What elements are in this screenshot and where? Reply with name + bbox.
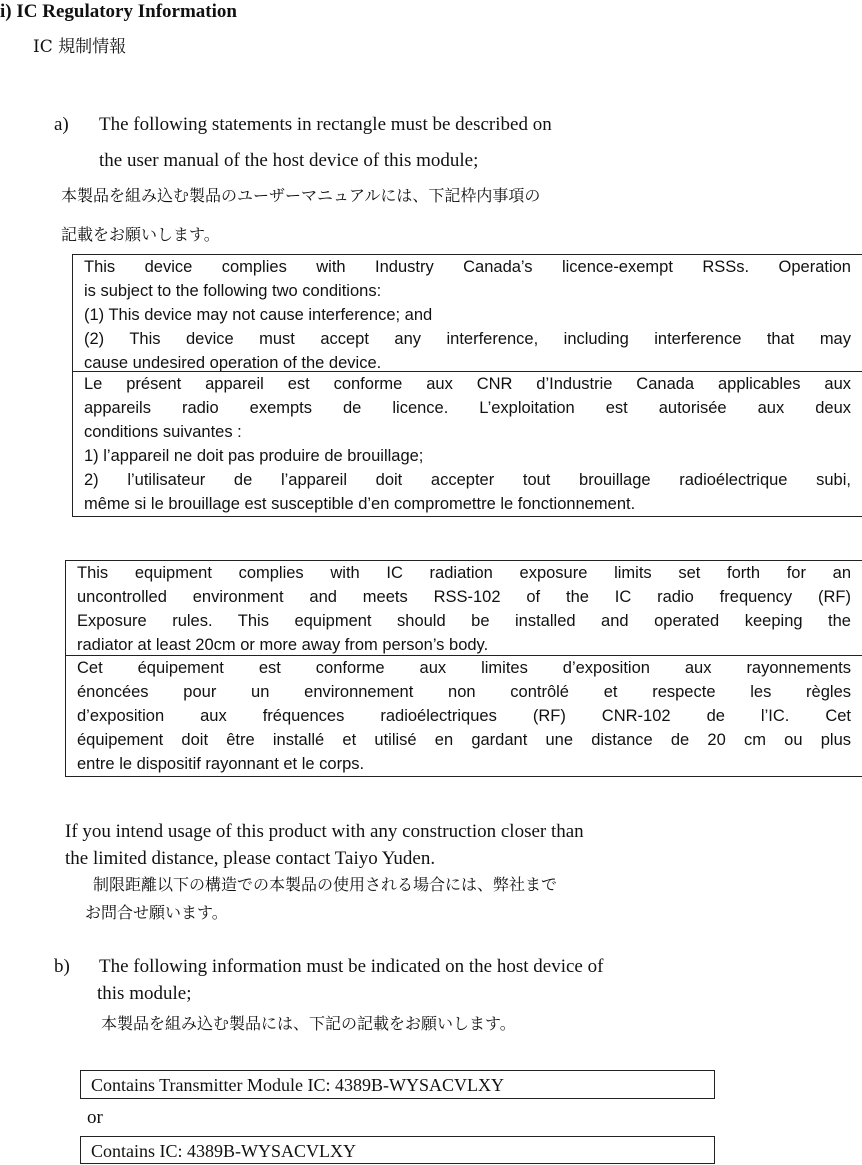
statement-fr [66, 655, 862, 776]
text-line: Exposure rules. This equipment should be installed and operated keeping the [77, 612, 851, 630]
item-b-jp-line: 本製品を組み込む製品には、下記の記載をお願いします。 [101, 1014, 516, 1033]
text-line: Le présent appareil est conforme aux CNR d’Industrie Canada applicables aux [84, 375, 851, 393]
item-a-jp-line-1: 本製品を組み込む製品のユーザーマニュアルには、下記枠内事項の [61, 186, 541, 205]
notice-jp-line-1: 制限距離以下の構造での本製品の使用される場合には、弊社まで [93, 875, 558, 894]
label-option-1: Contains Transmitter Module IC: 4389B-WYSACVLXY [80, 1070, 715, 1099]
item-a-jp-line-2: 記載をお願いします。 [61, 225, 220, 244]
item-a-line-2: the user manual of the host device of this module; [99, 150, 479, 171]
item-a-line-1: The following statements in rectangle must be described on [99, 114, 552, 135]
text-line: cause undesired operation of the device. [84, 354, 382, 371]
text-line: 2) l’utilisateur de l’appareil doit accepter tout brouillage radioélectrique subi, [84, 471, 851, 489]
text-line: même si le brouillage est susceptible d’en compromettre le fonctionnement. [84, 495, 636, 513]
text-line: (2) This device must accept any interference, including interference that may [84, 330, 851, 348]
text-line: énoncées pour un environnement non contrôlé et respecte les règles [77, 683, 851, 701]
item-b-line-1: The following information must be indicated on the host device of [99, 956, 604, 977]
label-option-2: Contains IC: 4389B-WYSACVLXY [80, 1136, 715, 1164]
notice-line-2: the limited distance, please contact Taiyo Yuden. [65, 848, 436, 869]
section-heading: i) IC Regulatory Information [0, 1, 237, 22]
text-line: uncontrolled environment and meets RSS-102 of the IC radio frequency (RF) [77, 588, 851, 606]
text-line: (1) This device may not cause interference; and [84, 306, 433, 324]
text-line: This device complies with Industry Canada’s licence-exempt RSSs. Operation [84, 258, 851, 276]
notice-jp-line-2: お問合せ願います。 [85, 903, 228, 922]
text-line: équipement doit être installé et utilisé en gardant une distance de 20 cm ou plus [77, 731, 851, 749]
statement-en [66, 561, 862, 655]
or-text: or [87, 1107, 103, 1128]
text-line: is subject to the following two conditions: [84, 282, 382, 300]
text-line: d’exposition aux fréquences radioélectriques (RF) CNR-102 de l’IC. Cet [77, 707, 851, 725]
text-line: radiator at least 20cm or more away from person’s body. [77, 636, 489, 654]
text-line: 1) l’appareil ne doit pas produire de brouillage; [84, 447, 424, 465]
statement-box-rf-exposure [65, 560, 862, 777]
statement-en [73, 255, 862, 371]
item-b-marker: b) [54, 956, 70, 977]
notice-line-1: If you intend usage of this product with any construction closer than [65, 821, 584, 842]
section-heading-jp: IC 規制情報 [33, 37, 127, 57]
text-line: entre le dispositif rayonnant et le corps. [77, 755, 365, 773]
text-line: Cet équipement est conforme aux limites d’exposition aux rayonnements [77, 659, 851, 677]
statement-box-interference [72, 254, 862, 517]
text-line: conditions suivantes : [84, 423, 242, 441]
statement-fr [73, 371, 862, 516]
text-line: appareils radio exempts de licence. L’exploitation est autorisée aux deux [84, 399, 851, 417]
item-b-line-2: this module; [97, 983, 192, 1004]
text-line: This equipment complies with IC radiation exposure limits set forth for an [77, 564, 851, 582]
item-a-marker: a) [54, 114, 69, 135]
